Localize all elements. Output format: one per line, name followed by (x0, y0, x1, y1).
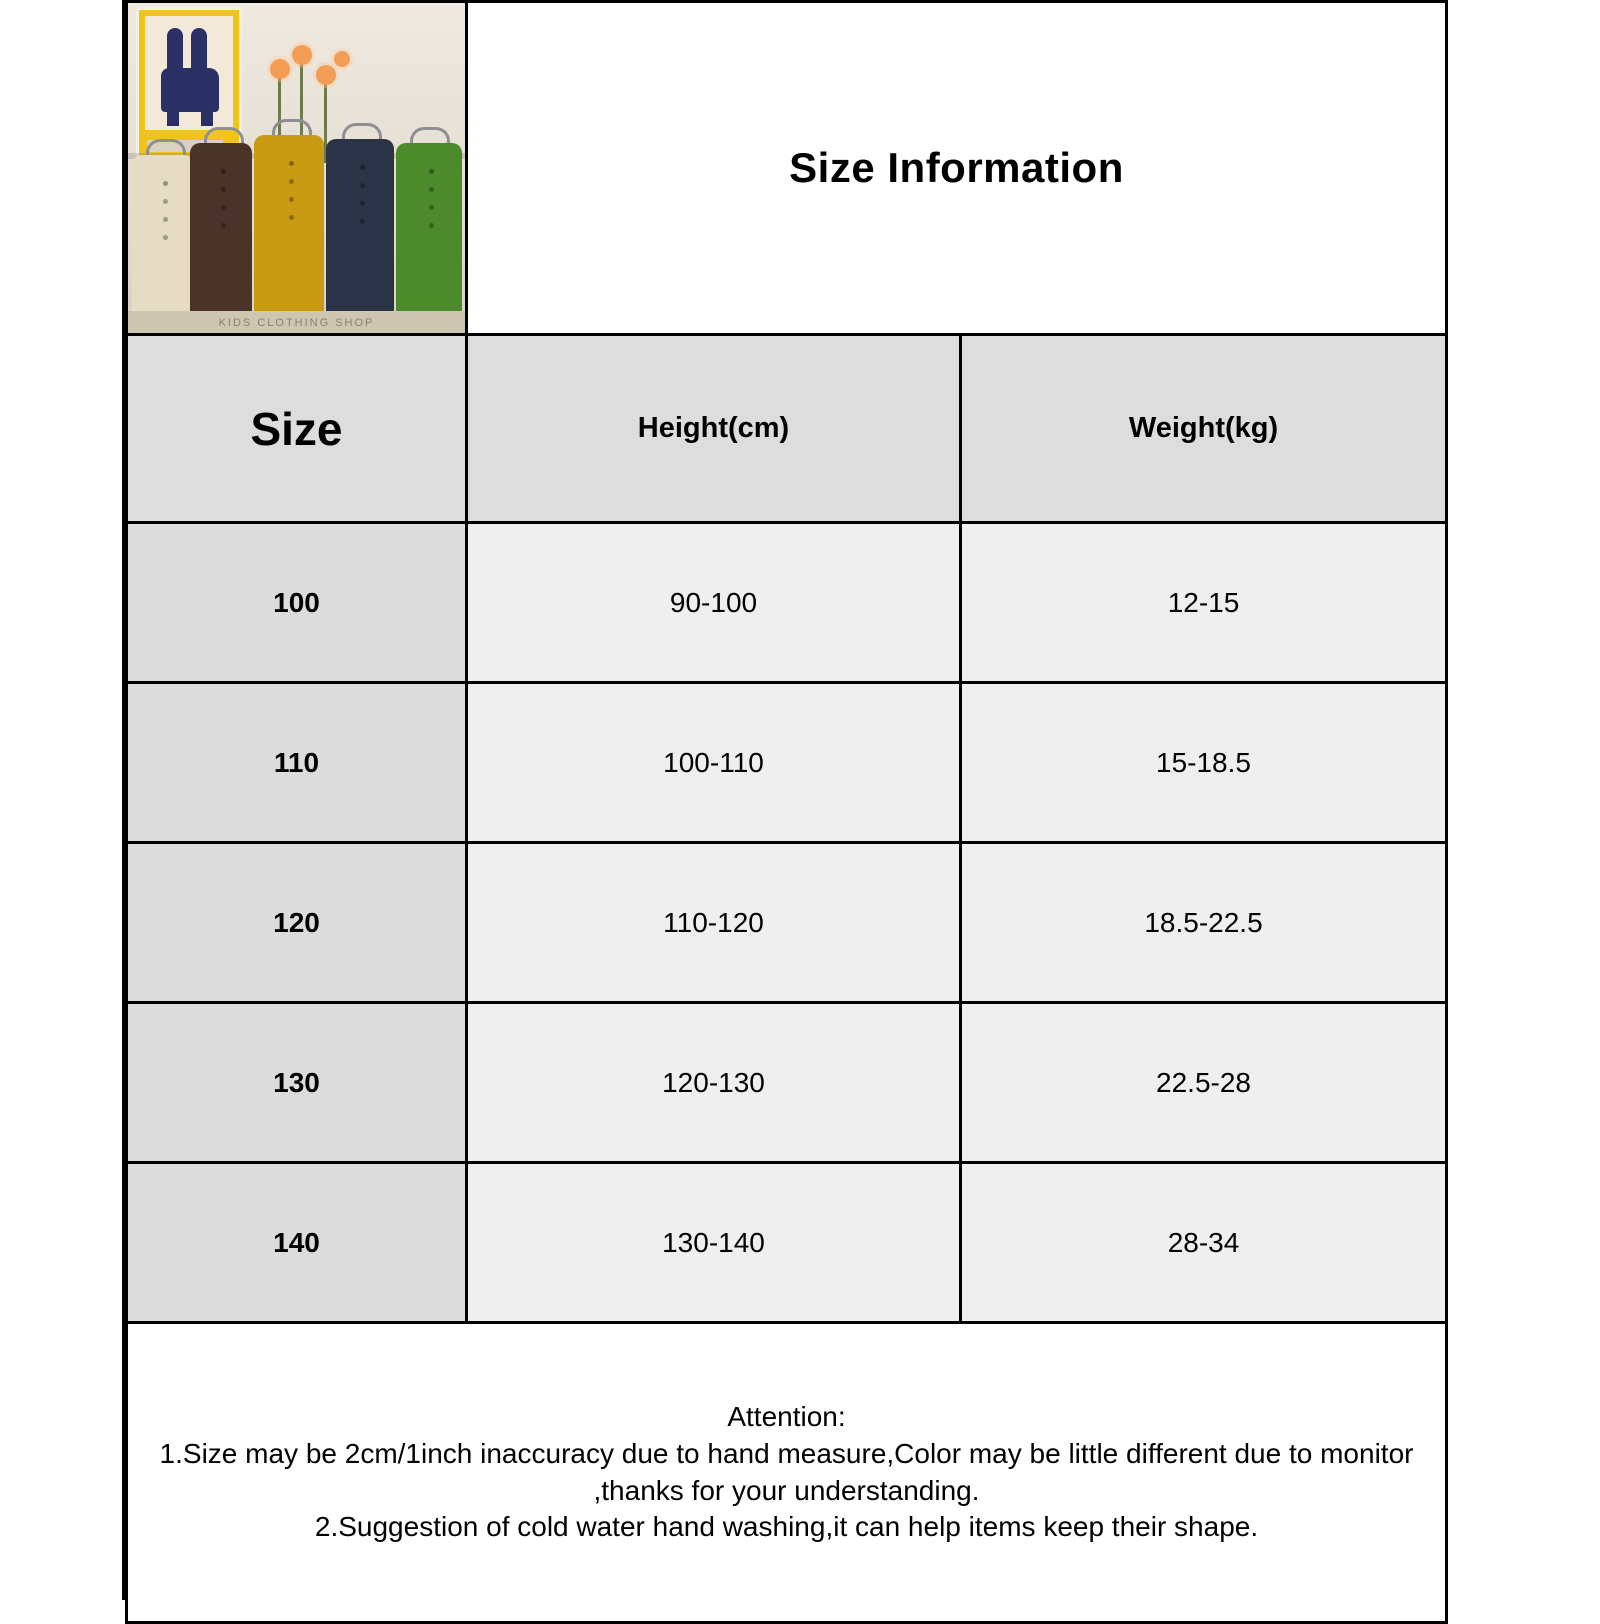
cell-weight: 12-15 (961, 523, 1447, 683)
cell-size: 140 (127, 1163, 467, 1323)
button-row (289, 161, 294, 166)
flower-icon (334, 51, 350, 67)
attention-heading: Attention: (727, 1400, 846, 1432)
attention-line-1: 1.Size may be 2cm/1inch inaccuracy due to hand measure,Color may be little different due to monitor ,thanks for your understanding. (159, 1437, 1414, 1506)
size-information-table (125, 0, 1448, 1624)
column-header-height (467, 335, 961, 523)
table-row (127, 1163, 1447, 1323)
cell-size: 130 (127, 1003, 467, 1163)
garment-brown (190, 143, 252, 333)
cell-size: 110 (127, 683, 467, 843)
column-header-weight (961, 335, 1447, 523)
table-header-row (127, 2, 1447, 335)
garment-navy (326, 139, 394, 333)
cell-weight: 18.5-22.5 (961, 843, 1447, 1003)
cell-height: 120-130 (467, 1003, 961, 1163)
size-chart-sheet (122, 0, 1442, 1600)
poster-inner (145, 16, 233, 130)
column-header-row (127, 335, 1447, 523)
cell-weight: 28-34 (961, 1163, 1447, 1323)
flower-icon (316, 65, 336, 85)
photo-watermark: KIDS CLOTHING SHOP (218, 317, 375, 329)
flower-icon (292, 45, 312, 65)
column-header-size-label: Size (250, 402, 343, 455)
cell-height: 100-110 (467, 683, 961, 843)
garment-green (396, 143, 462, 333)
attention-line-2: 2.Suggestion of cold water hand washing,it can help items keep their shape. (314, 1511, 1259, 1543)
garment-mustard (254, 135, 324, 333)
title-cell (467, 2, 1447, 335)
product-photo (128, 3, 465, 333)
garment-cream (132, 155, 194, 333)
button-row (221, 169, 226, 174)
column-header-height-label: Height(cm) (637, 412, 790, 444)
page-title: Size Information (789, 144, 1124, 191)
cell-height: 110-120 (467, 843, 961, 1003)
attention-row (127, 1323, 1447, 1623)
table-row (127, 523, 1447, 683)
cell-height: 90-100 (467, 523, 961, 683)
bunny-body-icon (161, 68, 219, 112)
flower-icon (270, 59, 290, 79)
bunny-leg-left-icon (167, 110, 179, 126)
product-photo-cell (127, 2, 467, 335)
cell-size: 100 (127, 523, 467, 683)
button-row (163, 181, 168, 186)
cell-weight: 22.5-28 (961, 1003, 1447, 1163)
button-row (360, 165, 365, 170)
table-row (127, 683, 1447, 843)
column-header-weight-label: Weight(kg) (1128, 412, 1279, 444)
table-row (127, 1003, 1447, 1163)
cell-height: 130-140 (467, 1163, 961, 1323)
cell-size: 120 (127, 843, 467, 1003)
button-row (429, 169, 434, 174)
table-row (127, 843, 1447, 1003)
cell-weight: 15-18.5 (961, 683, 1447, 843)
bunny-leg-right-icon (201, 110, 213, 126)
column-header-size (127, 335, 467, 523)
attention-cell (127, 1323, 1447, 1623)
